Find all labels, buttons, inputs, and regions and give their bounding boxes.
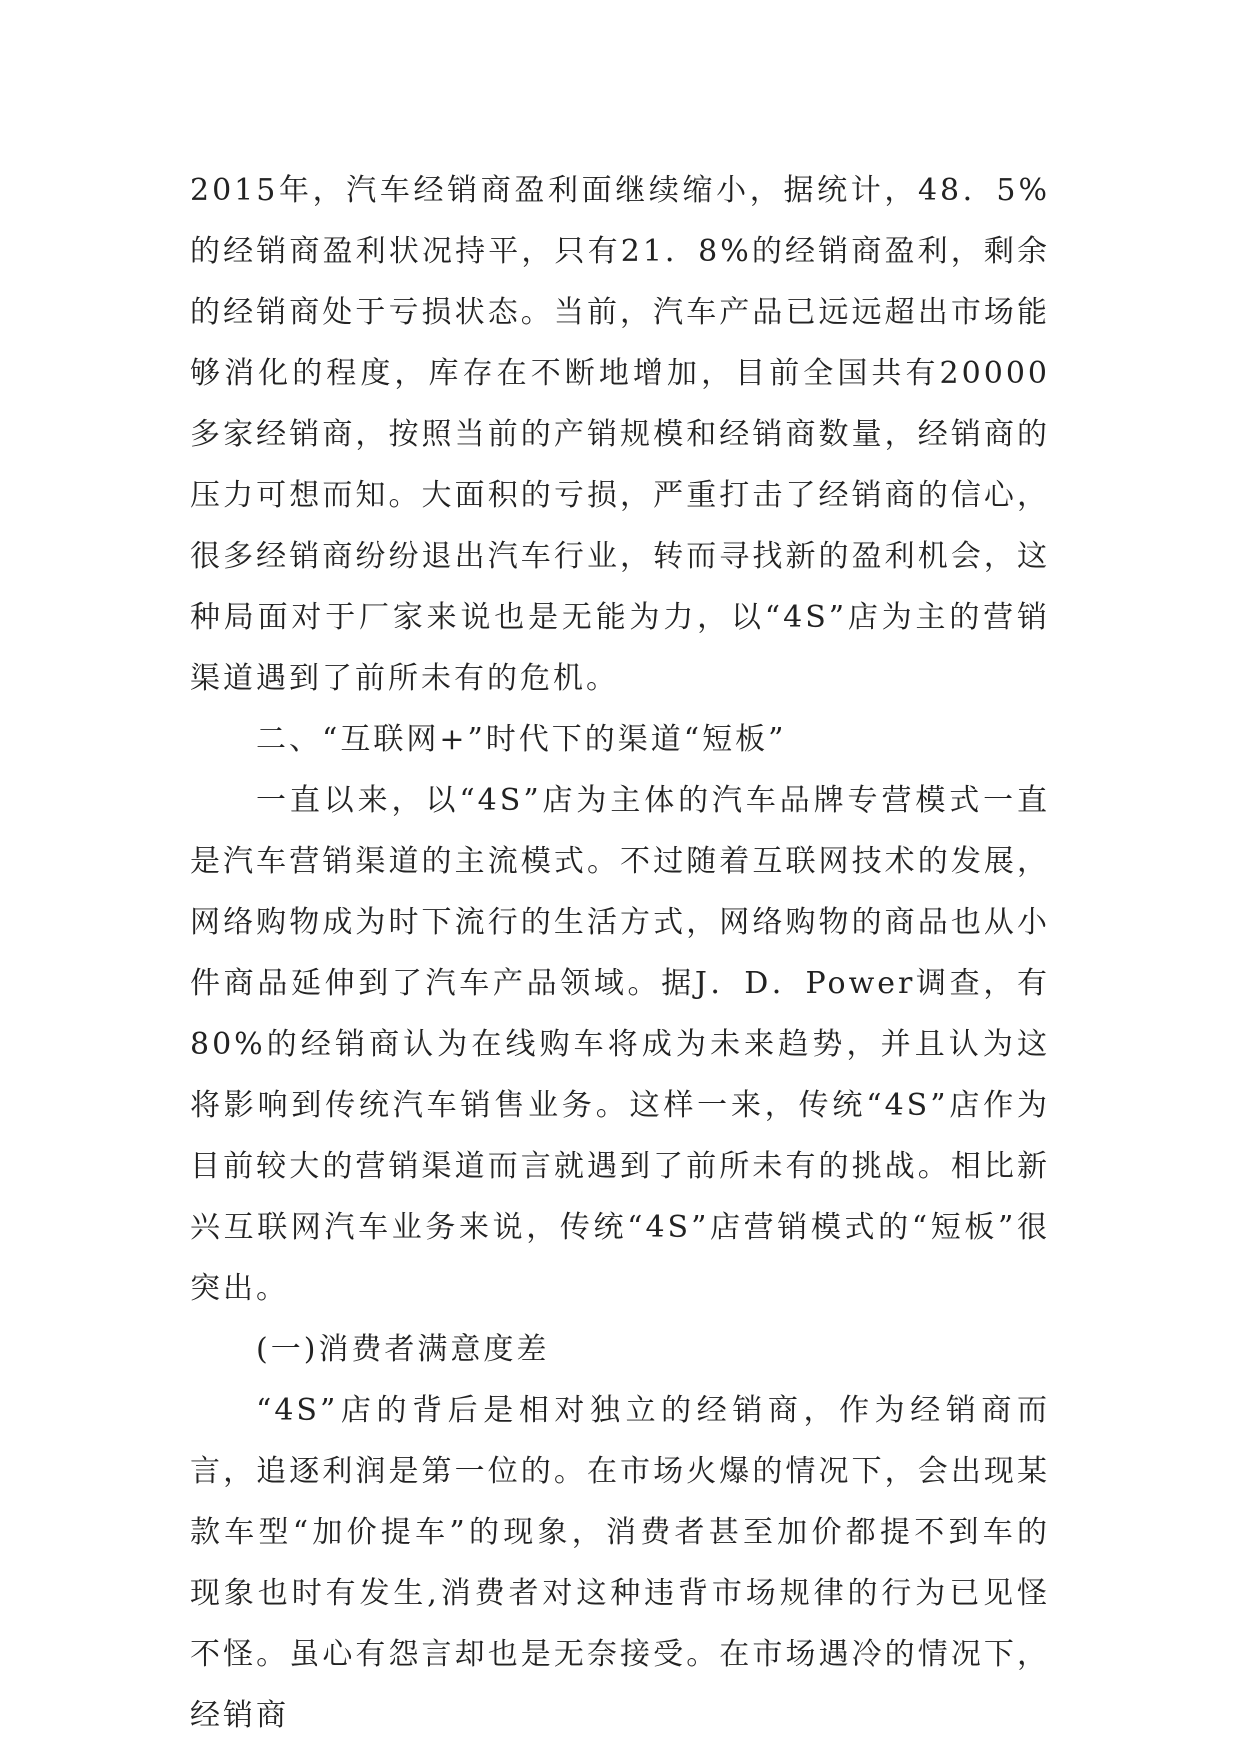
paragraph-dealer-profit-pursuit: “4S”店的背后是相对独立的经销商，作为经销商而言，追逐利润是第一位的。在市场火爆的情况下，会出现某款车型“加价提车”的现象，消费者甚至加价都提不到车的现象也时有发生,消费者对这种违背市场规律的行为已见怪不怪。虽心有怨言却也是无奈接受。在市场遇冷的情况下，经销商 — [190, 1393, 1050, 1733]
document-page — [190, 160, 1050, 1746]
paragraph-4s-mainstream-model: 一直以来，以“4S”店为主体的汽车品牌专营模式一直是汽车营销渠道的主流模式。不过随着互联网技术的发展，网络购物成为时下流行的生活方式，网络购物的商品也从小件商品延伸到了汽车产品领域。据J．D．Power调查，有80%的经销商认为在线购车将成为未来趋势，并且认为这将影响到传统汽车销售业务。这样一来，传统“4S”店作为目前较大的营销渠道而言就遇到了前所未有的挑战。相比新兴互联网汽车业务来说，传统“4S”店营销模式的“短板”很突出。 — [190, 783, 1050, 1306]
section-heading-channel-shortcomings: 二、“互联网+”时代下的渠道“短板” — [256, 722, 787, 757]
paragraph-profit-statistics: 2015年，汽车经销商盈利面继续缩小，据统计，48．5%的经销商盈利状况持平，只有21．8%的经销商盈利，剩余的经销商处于亏损状态。当前，汽车产品已远远超出市场能够消化的程度，库存在不断地增加，目前全国共有20000多家经销商，按照当前的产销规模和经销商数量，经销商的压力可想而知。大面积的亏损，严重打击了经销商的信心，很多经销商纷纷退出汽车行业，转而寻找新的盈利机会，这种局面对于厂家来说也是无能为力，以“4S”店为主的营销渠道遇到了前所未有的危机。 — [190, 173, 1050, 696]
subsection-heading-consumer-satisfaction: (一)消费者满意度差 — [256, 1332, 550, 1367]
